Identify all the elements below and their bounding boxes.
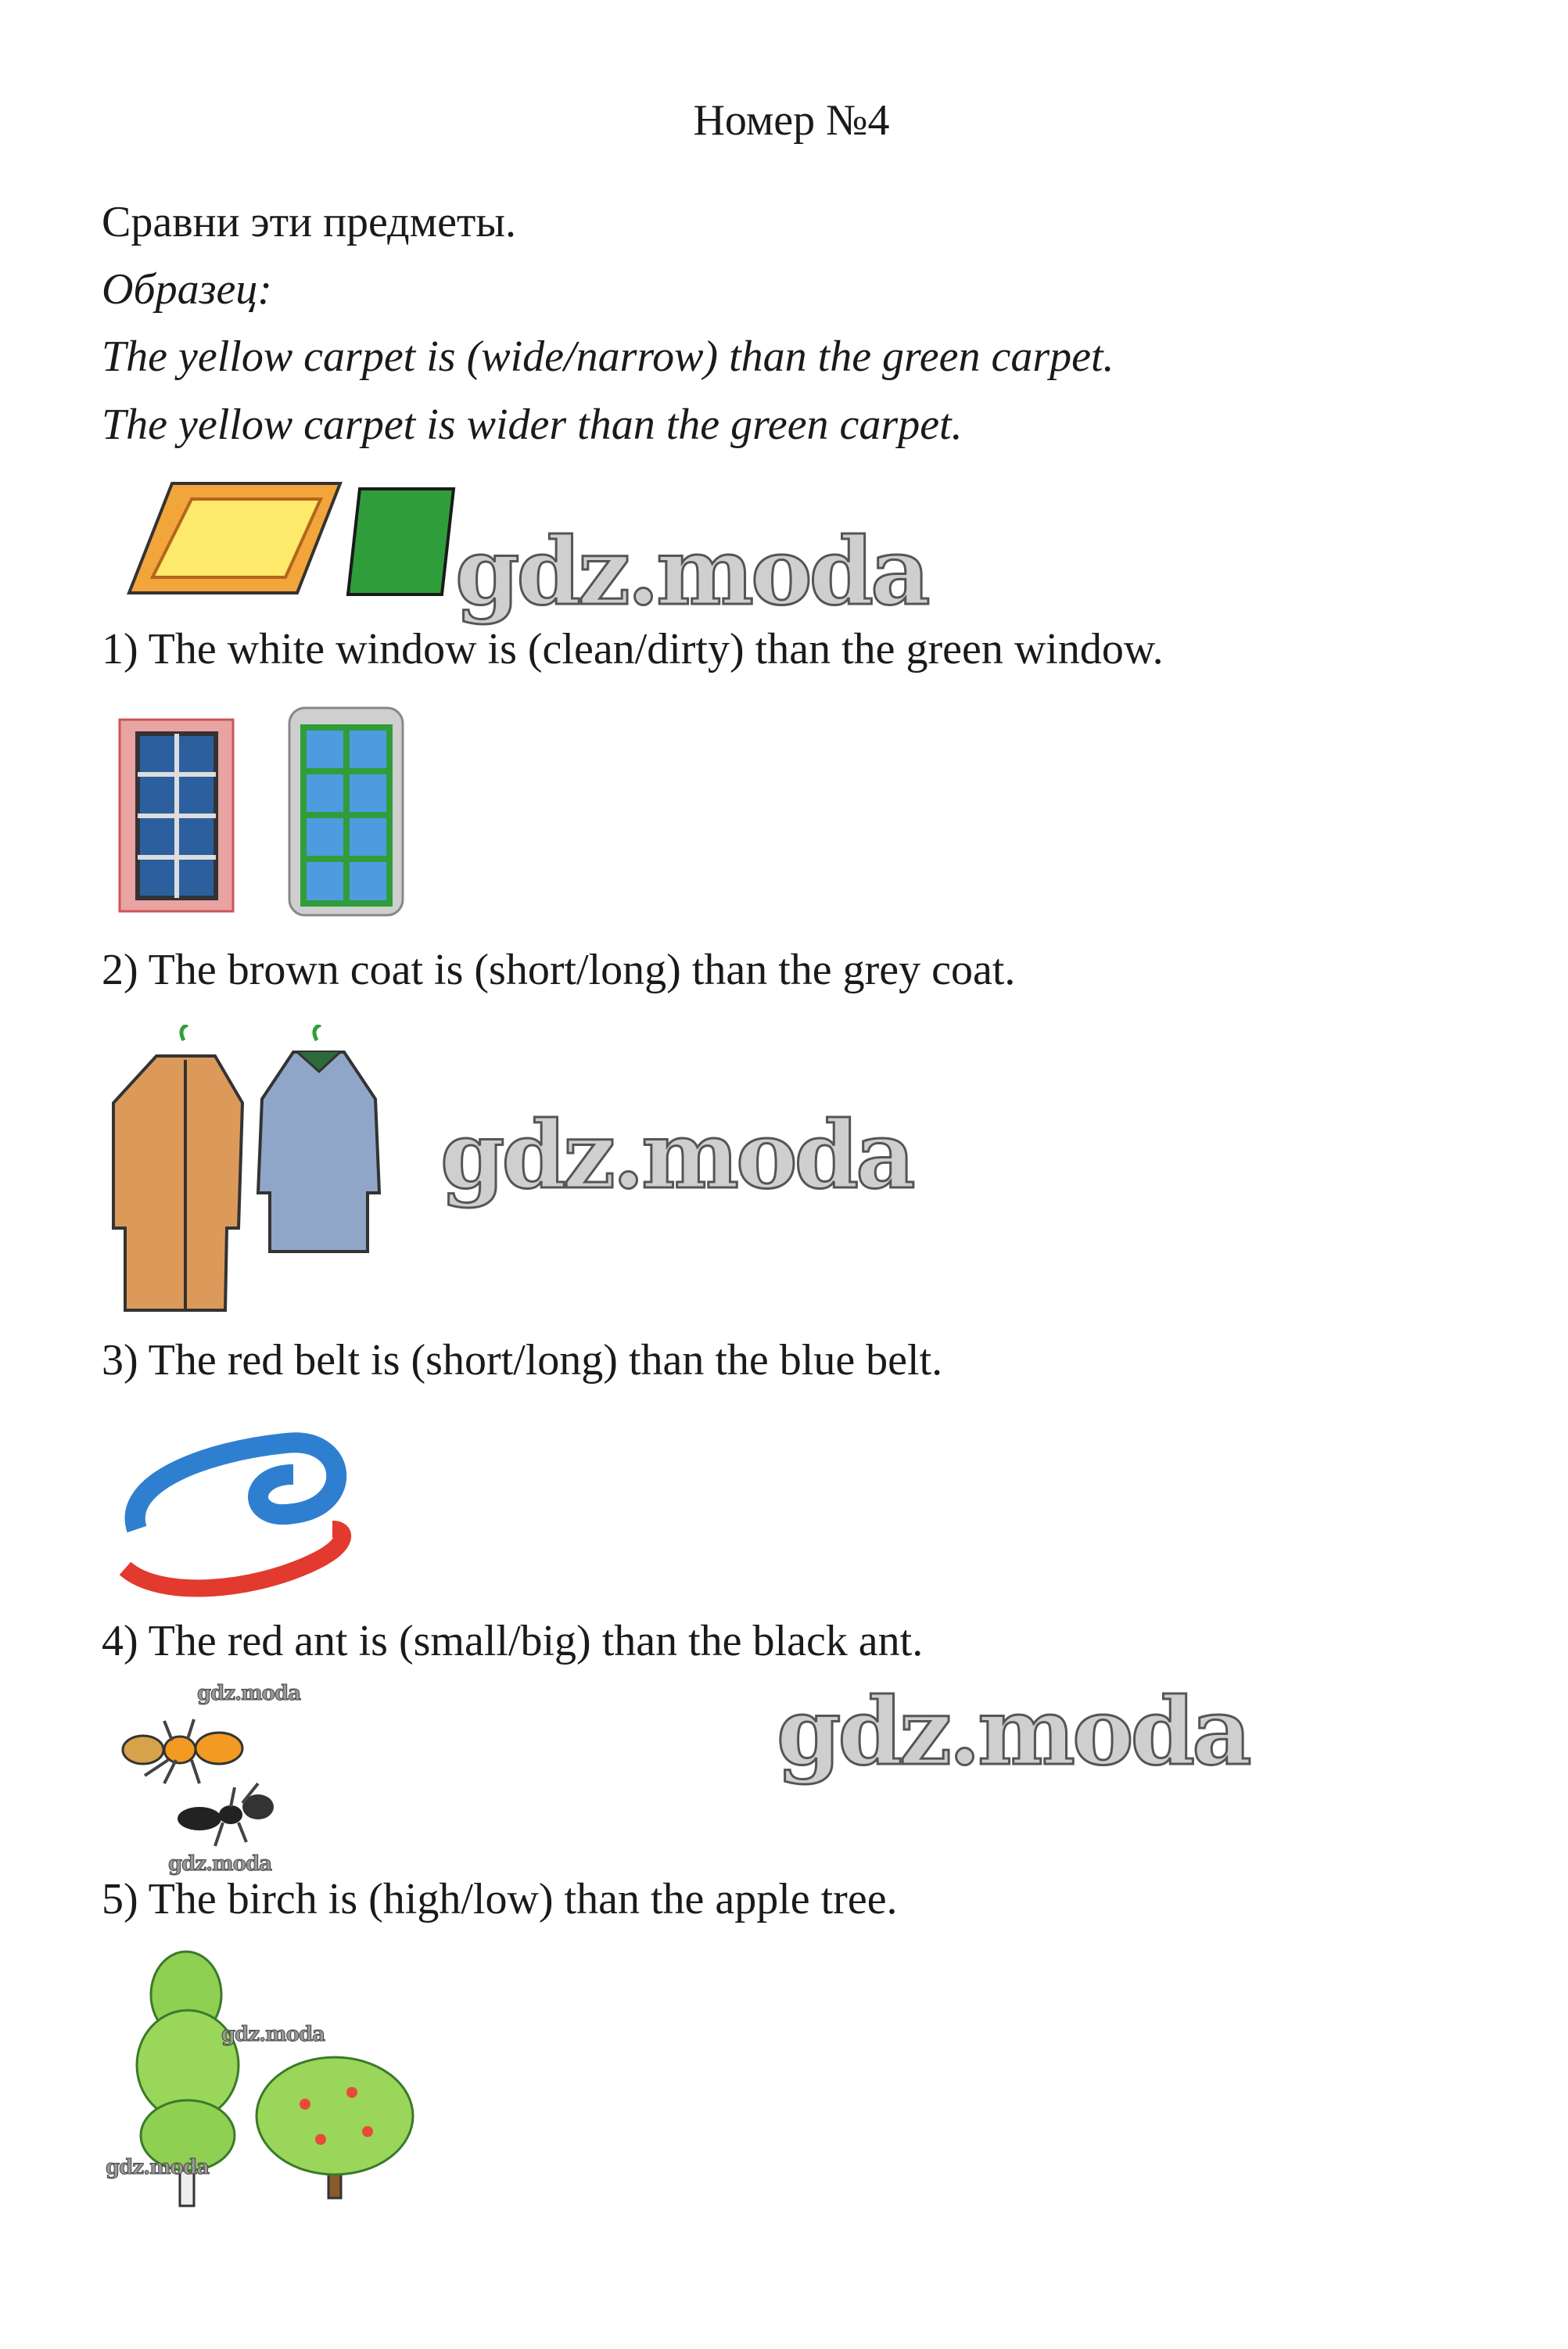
page-title: Номер №4 [693,96,890,145]
carpets-illustration [125,477,461,602]
watermark: gdz.moda [106,2156,210,2179]
ants-illustration [113,1717,293,1850]
example-label: Образец: [102,265,272,314]
watermark: gdz.moda [197,1682,301,1705]
example-answer: The yellow carpet is wider than the green carpet. [102,400,963,449]
watermark: gdz.moda [455,517,928,626]
watermark: gdz.moda [221,2023,325,2046]
watermark: gdz.moda [777,1677,1249,1786]
task-instruction: Сравни эти предметы. [102,198,517,246]
watermark: gdz.moda [168,1852,272,1876]
item-1-text: 1) The white window is (clean/dirty) than the green window. [102,625,1164,673]
item-3-text: 3) The red belt is (short/long) than the blue belt. [102,1336,943,1385]
coats-illustration [109,1025,399,1318]
windows-illustration [116,704,413,923]
belts-illustration [113,1412,364,1604]
watermark: gdz.moda [440,1101,913,1209]
item-4-text: 4) The red ant is (small/big) than the black ant. [102,1617,924,1665]
item-2-text: 2) The brown coat is (short/long) than the grey coat. [102,946,1016,994]
item-5-text: 5) The birch is (high/low) than the apple tree. [102,1875,898,1923]
example-question: The yellow carpet is (wide/narrow) than the green carpet. [102,332,1114,381]
